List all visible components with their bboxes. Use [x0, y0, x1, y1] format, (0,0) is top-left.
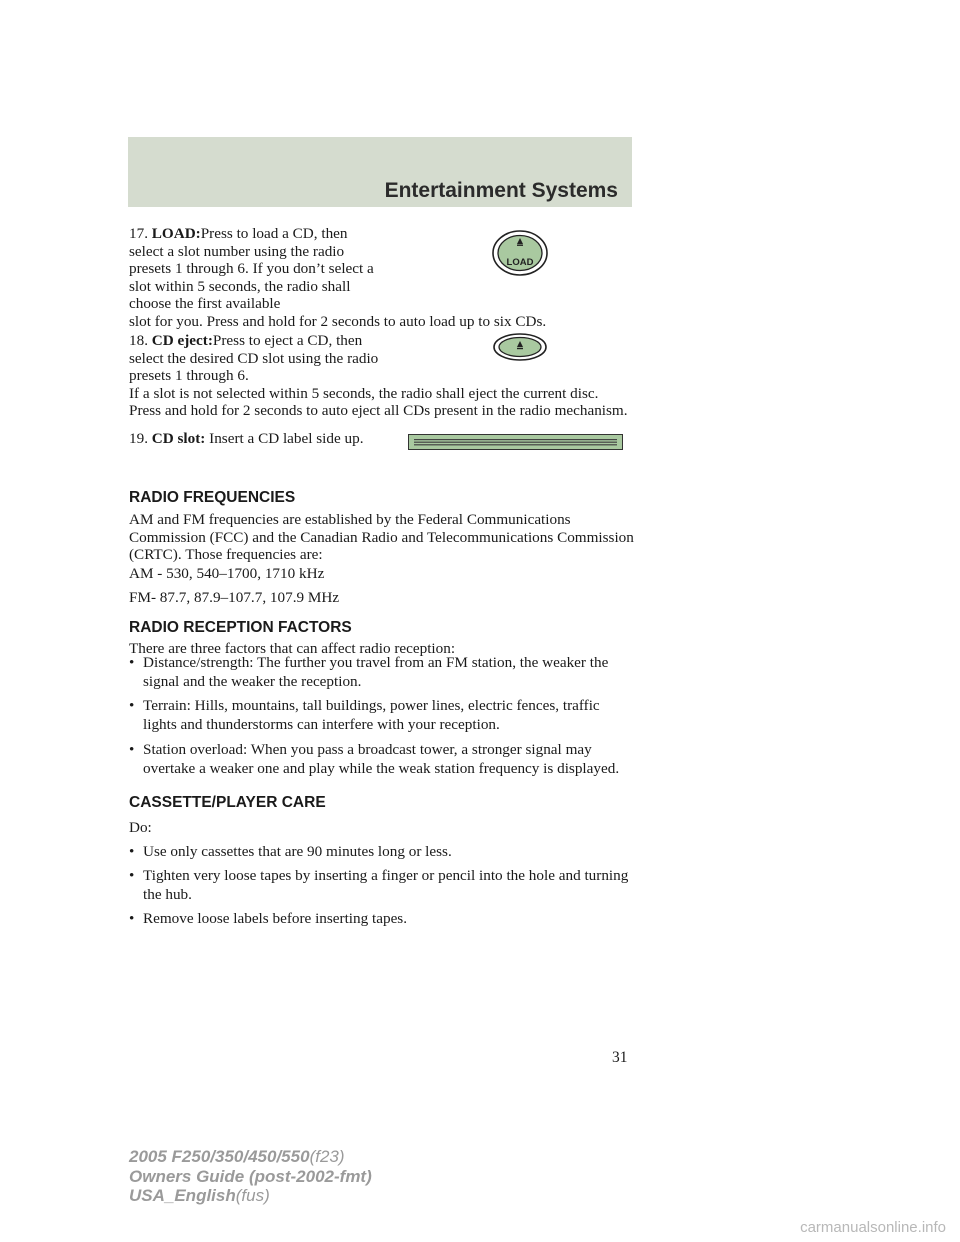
list-item: • Remove loose labels before inserting tapes.: [129, 910, 408, 927]
heading-radio-frequencies: RADIO FREQUENCIES: [129, 489, 296, 506]
list-item: • Distance/strength: The further you travel from an FM station, the weaker the signal and the weaker the reception.: [129, 654, 609, 690]
list-item: • Use only cassettes that are 90 minutes long or less.: [129, 843, 452, 860]
item-load: [129, 225, 634, 331]
item-cd-slot: 19. CD slot: Insert a CD label side up.: [129, 430, 364, 447]
heading-radio-reception-factors: RADIO RECEPTION FACTORS: [129, 619, 352, 636]
svg-text:LOAD: LOAD: [506, 257, 534, 268]
item-cd-eject: [129, 332, 634, 420]
heading-cassette-player-care: CASSETTE/PLAYER CARE: [129, 794, 326, 811]
section-title: Entertainment Systems: [384, 179, 618, 202]
list-item: • Tighten very loose tapes by inserting a finger or pencil into the hole and turning the hub.: [129, 867, 629, 903]
watermark: carmanualsonline.info: [800, 1219, 946, 1236]
list-item: • Terrain: Hills, mountains, tall buildings, power lines, electric fences, traffic lights and thunderstorms can interfere with your reception.: [129, 697, 600, 733]
cd-slot-icon: [408, 434, 623, 450]
item-load-lead: 17. LOAD:Press to load a CD, then select a slot number using the radio presets 1 through 6. If you don’t select a slot within 5 seconds, the radio shall choose the first available: [129, 225, 374, 313]
item-eject-rest: If a slot is not selected within 5 seconds, the radio shall eject the current disc. Press and hold for 2 seconds to auto eject all CDs present in the radio mechanism.: [129, 384, 628, 420]
load-button-icon: [490, 228, 550, 278]
footer: 2005 F250/350/450/550(f23) Owners Guide (post-2002-fmt) USA_English(fus): [129, 1147, 372, 1205]
paragraph: AM - 530, 540–1700, 1710 kHz: [129, 565, 325, 582]
paragraph: Do:: [129, 819, 152, 836]
eject-button-icon: [490, 332, 550, 362]
header-band: [128, 137, 632, 207]
page-number: 31: [612, 1049, 628, 1066]
paragraph: AM and FM frequencies are established by the Federal Communications Commission (FCC) and the Canadian Radio and Telecommunications Commission (CRTC). Those frequencies are:: [129, 511, 634, 564]
paragraph: FM- 87.7, 87.9–107.7, 107.9 MHz: [129, 589, 340, 606]
paragraph: There are three factors that can affect radio reception:: [129, 640, 456, 657]
item-eject-lead: 18. CD eject:Press to eject a CD, then select the desired CD slot using the radio presets 1 through 6.: [129, 332, 379, 385]
list-item: • Station overload: When you pass a broadcast tower, a stronger signal may overtake a weaker one and play while the weak station frequency is displayed.: [129, 741, 620, 777]
item-load-rest: slot for you. Press and hold for 2 seconds to auto load up to six CDs.: [129, 312, 547, 330]
